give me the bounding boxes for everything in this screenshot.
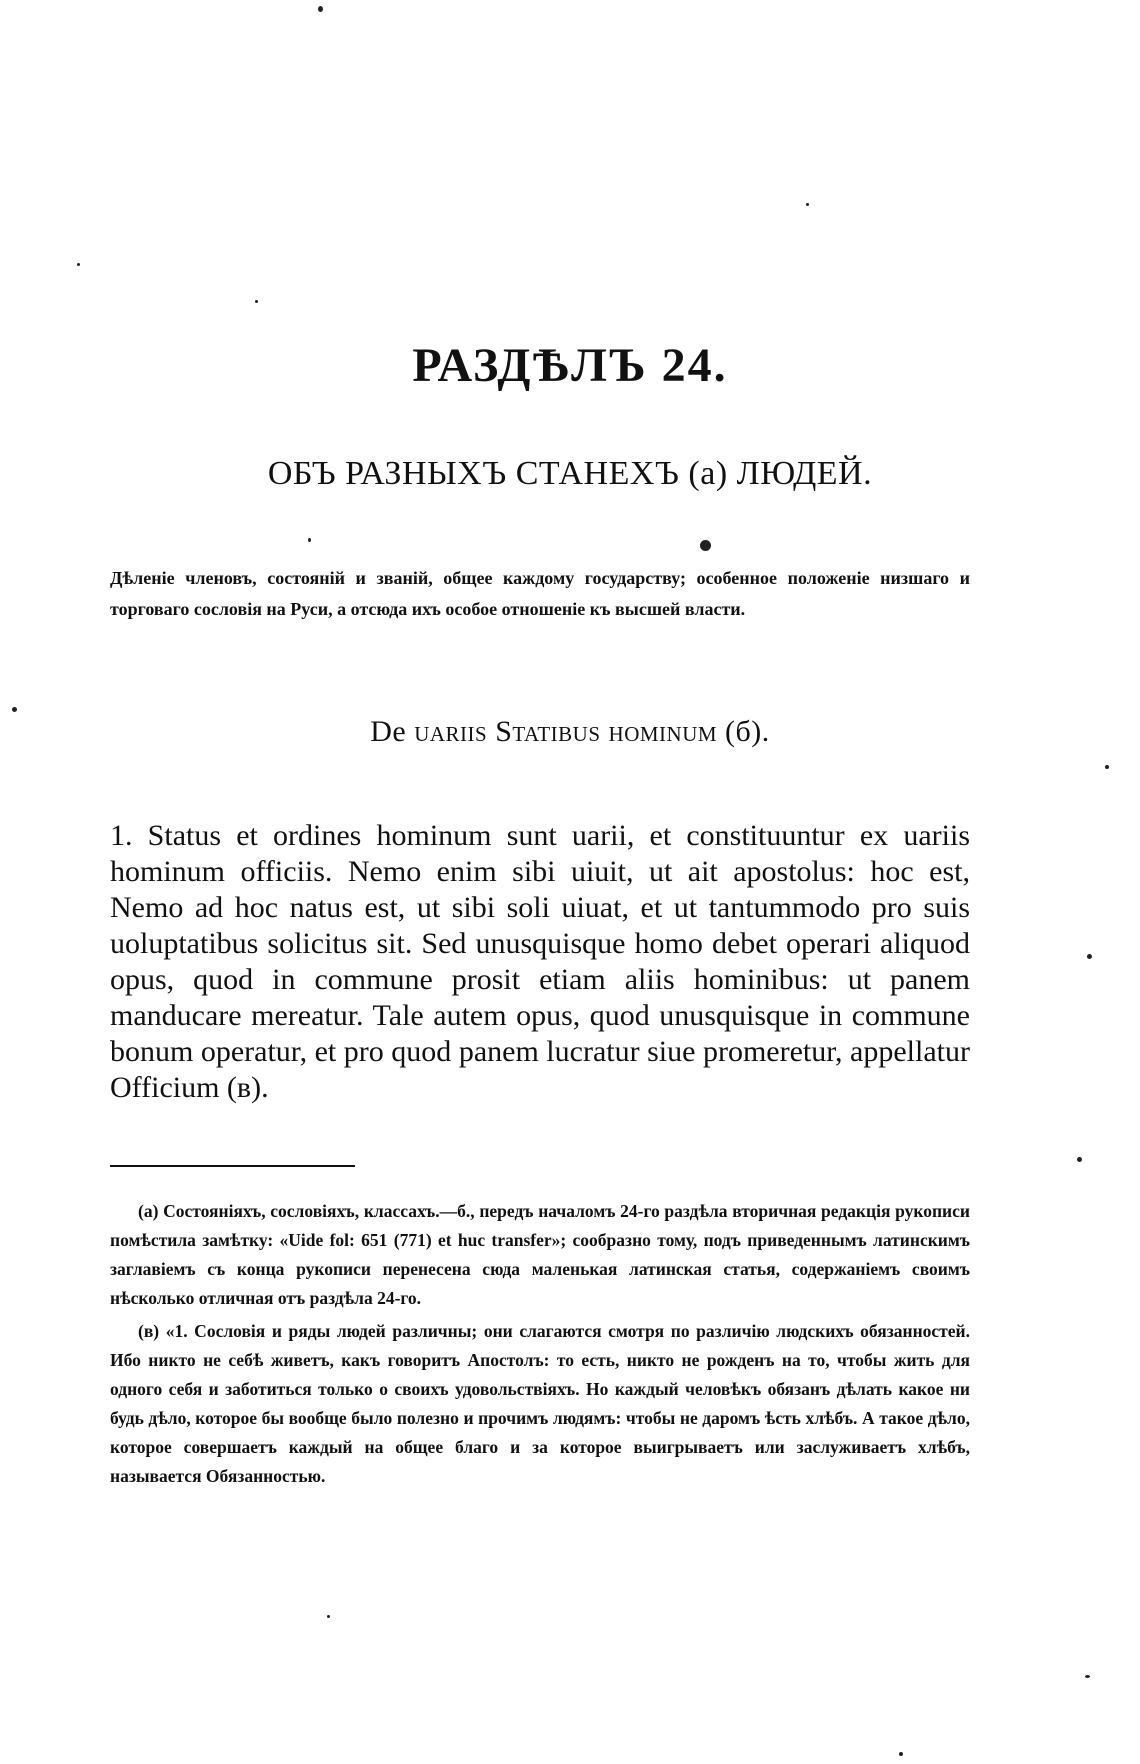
scan-speck [327, 1615, 330, 1618]
scan-speck [806, 203, 809, 206]
scan-speck [1085, 1675, 1090, 1678]
scan-speck [899, 1752, 903, 1756]
footnote-v: (в) «1. Сословія и ряды людей различны; они слагаются смотря по различію людскихъ обязанностей. Ибо никто не себѣ живетъ, какъ говоритъ Апостолъ: то есть, никто не рожденъ на то, чтобы жить для одного себя и заботиться только о своихъ удовольствіяхъ. Но каждый человѣкъ обязанъ дѣлать какое ни будь дѣло, которое бы вообще было полезно и прочимъ людямъ: чтобы не даромъ ѣсть хлѣбъ. А такое дѣло, которое совершаетъ каждый на общее благо и за которое выигрываетъ или заслуживаетъ хлѣбъ, называется Обязанностью. [110, 1321, 970, 1486]
section-heading: ОБЪ РАЗНЫХЪ СТАНЕХЪ (а) ЛЮДЕЙ. [267, 455, 873, 492]
latin-heading-note: (б). [725, 715, 770, 748]
latin-heading-de: De [370, 715, 407, 748]
footnote-rule [110, 1165, 355, 1167]
scan-speck [700, 540, 711, 551]
scan-speck [255, 300, 258, 303]
scan-speck [12, 707, 17, 712]
footnotes [110, 1197, 970, 1495]
chapter-title: РАЗДѢЛЪ 24. [412, 339, 728, 392]
section-summary: Дѣленіе членовъ, состояній и званій, общее каждому государству; особенное положеніе низшаго и торговаго сословія на Руси, а отсюда ихъ особое отношеніе къ высшей власти. [110, 568, 970, 619]
scan-speck [308, 538, 311, 542]
latin-paragraph: 1. Status et ordines hominum sunt uarii, et constituuntur ex uariis hominum officiis. Nemo enim sibi uiuit, ut ait apostolus: hoc est, Nemo ad hoc natus est, ut sibi soli uiuat, et ut tantummodo pro suis uoluptatibus solicitus sit. Sed unusquisque homo debet operari aliquod opus, quod in commune prosit etiam aliis hominibus: ut panem manducare mereatur. Tale autem opus, quod unusquisque in commune bonum operatur, et pro quod panem lucratur siue promeretur, appellatur Officium (в). [110, 819, 970, 1104]
scan-speck [1077, 1157, 1082, 1162]
footnote-a: (а) Состояніяхъ, сословіяхъ, классахъ.—б., передъ началомъ 24-го раздѣла вторичная редакція рукописи помѣстила замѣтку: «Uide fol: 651 (771) et huc transfer»; сообразно тому, подъ приведеннымъ латинскимъ заглавіемъ съ конца рукописи перенесена сюда маленькая латинская статья, содержаніемъ своимъ нѣсколько отличная отъ раздѣла 24-го. [110, 1201, 970, 1308]
scan-speck [77, 263, 80, 266]
latin-heading [0, 715, 1140, 749]
latin-heading-title: uariis Statibus hominum [414, 715, 718, 748]
scan-speck [1087, 954, 1092, 959]
scan-speck [318, 6, 323, 12]
scan-speck [1105, 765, 1109, 769]
